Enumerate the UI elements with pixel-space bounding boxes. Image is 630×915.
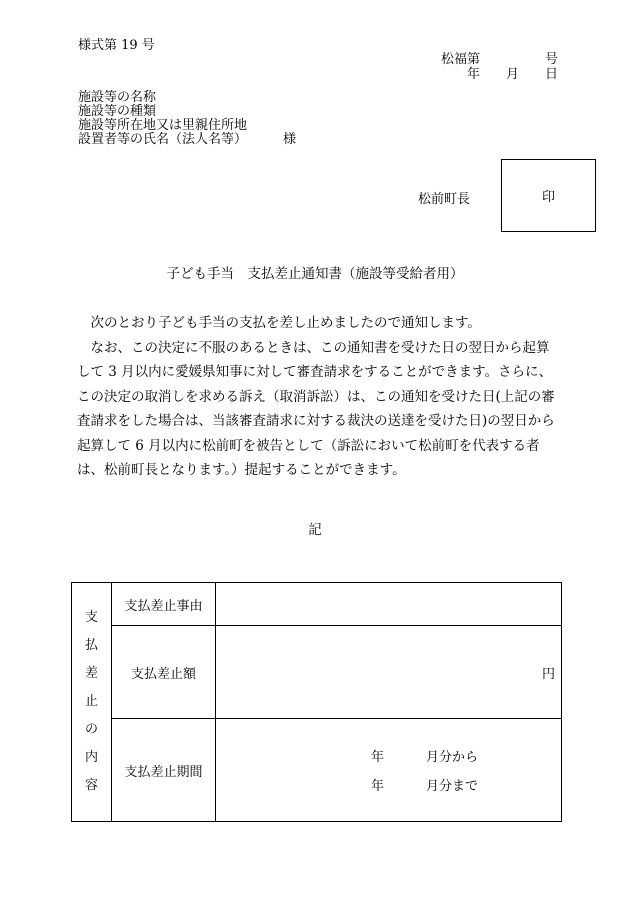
- form-number: 様式第 19 号: [78, 38, 155, 53]
- period-from-line: [371, 746, 478, 765]
- facility-name-label: 施設等の名称: [78, 90, 157, 105]
- operator-name-label: 設置者等の氏名（法人名等）: [78, 132, 248, 147]
- seal-label: 印: [541, 190, 555, 205]
- reason-label: 支払差止事由: [112, 583, 216, 626]
- operator-name-line: [78, 133, 296, 147]
- vertical-char: 内: [84, 750, 98, 765]
- issue-date: 年 月 日: [466, 67, 558, 82]
- period-to-text: 月分まで: [426, 779, 479, 794]
- document-title: 子ども手当 支払差止通知書（施設等受給者用）: [166, 266, 464, 282]
- period-to-line: [371, 775, 478, 794]
- period-to-year: 年: [371, 779, 385, 794]
- vertical-char: 支: [84, 610, 98, 625]
- vertical-char: 容: [84, 778, 98, 793]
- vertical-char: の: [84, 722, 98, 737]
- period-from-year: 年: [371, 750, 385, 765]
- notice-paragraph-1: [77, 311, 557, 336]
- table-row: [72, 719, 562, 822]
- period-value: [216, 719, 562, 822]
- facility-type-label: 施設等の種類: [78, 104, 157, 119]
- notice-paragraph-2: [77, 336, 557, 483]
- table-row: [72, 626, 562, 719]
- details-table: [71, 582, 562, 822]
- vertical-heading: [72, 583, 112, 822]
- notice-paragraph-2-text: なお、この決定に不服のあるときは、この通知書を受けた日の翌日から起算して 3 月以内に愛媛県知事に対して審査請求をすることができます。さらに、この決定の取消しを求める訴え（取消訴訟）は、この通知を受けた日(上記の審査請求をした場合は、当該審査請求に対する裁決の送達を受けた日)の翌日から起算して 6 月以内に松前町を被告として（訴訟において松前町を代表する者は、松前町長となります。）提起することができます。: [77, 339, 555, 478]
- amount-value: [216, 626, 562, 719]
- seal-box: [501, 159, 596, 232]
- honorific: 様: [283, 132, 297, 147]
- addressee-block: [78, 91, 296, 147]
- vertical-char: 差: [84, 666, 98, 681]
- notice-body: [77, 311, 557, 483]
- amount-unit: 円: [541, 666, 555, 682]
- document-number: 松福第 号: [440, 52, 558, 67]
- amount-label: 支払差止額: [112, 626, 216, 719]
- period-label: 支払差止期間: [112, 719, 216, 822]
- notice-paragraph-1-text: 次のとおり子ども手当の支払を差し止めましたので通知します。: [90, 315, 481, 331]
- issuer-mayor: 松前町長: [418, 192, 471, 207]
- reason-value: [216, 583, 562, 626]
- vertical-char: 止: [84, 694, 98, 709]
- vertical-char: 払: [84, 638, 98, 653]
- facility-address-label: 施設等所在地又は里親住所地: [78, 118, 248, 133]
- table-row: [72, 583, 562, 626]
- period-from-text: 月分から: [426, 750, 479, 765]
- ki-heading: 記: [308, 522, 322, 538]
